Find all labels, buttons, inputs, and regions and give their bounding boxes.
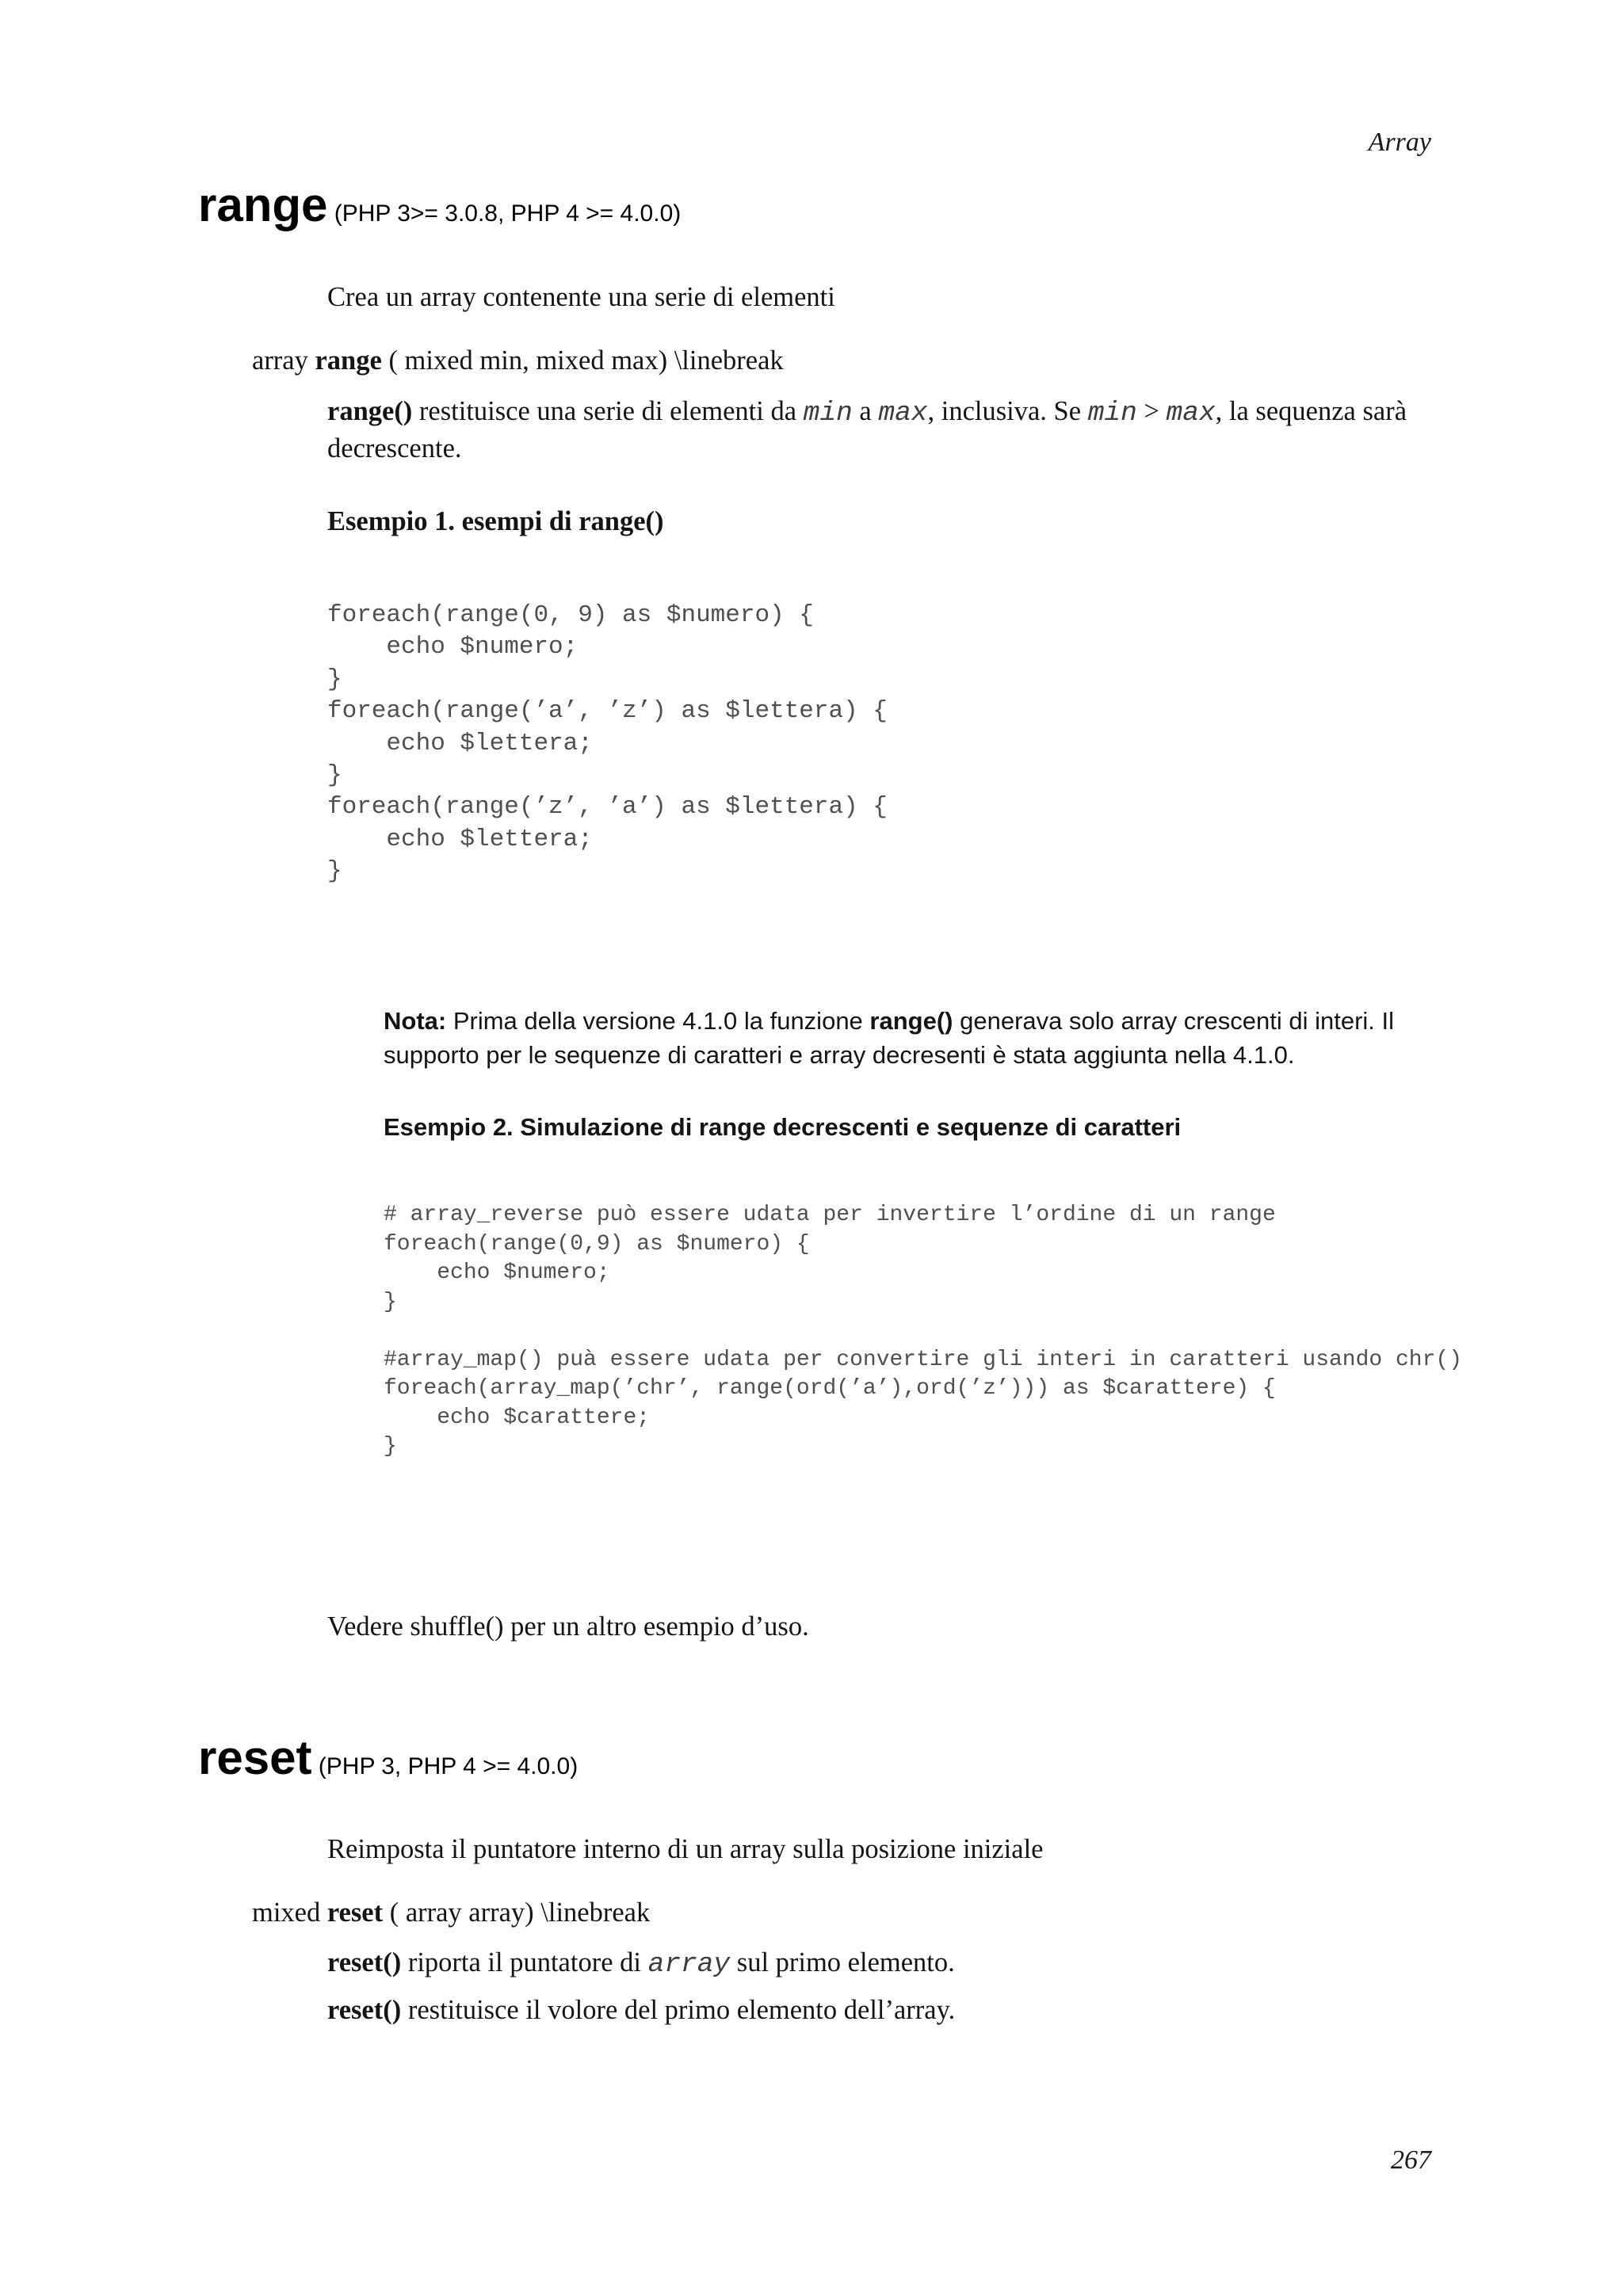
reset-heading [198,1730,578,1794]
function-purpose: Reimposta il puntatore interno di un array sulla posizione iniziale [327,1834,1044,1864]
description-function: reset() [327,1947,402,1978]
note-text: supporto per le sequenze di caratteri e array decresenti è stata aggiunta nella 4.1.0. [384,1041,1295,1069]
function-name: reset [198,1731,312,1784]
code-line: } [327,857,342,886]
code-line: } [384,1289,397,1314]
version-info: (PHP 3, PHP 4 >= 4.0.0) [318,1753,579,1779]
synopsis-params: ( mixed min, mixed max) \linebreak [388,345,784,376]
page-number: 267 [1391,2145,1431,2175]
description-text: a [852,396,879,426]
code-line: echo $lettera; [327,729,593,757]
running-header: Array [1368,128,1431,157]
code-line: } [384,1434,397,1459]
function-description [327,394,1407,466]
note-label: Nota: [384,1007,447,1035]
example-1-title: Esempio 1. esempi di range() [327,506,664,536]
return-type: mixed [252,1897,321,1928]
description-text: > [1136,396,1167,426]
code-line: echo $numero; [384,1261,610,1285]
code-line: echo $numero; [327,633,579,662]
note-function: range() [869,1007,953,1035]
synopsis-params: ( array array) \linebreak [389,1897,651,1928]
code-line: foreach(range(0,9) as $numero) { [384,1231,810,1257]
function-purpose: Crea un array contenente una serie di elementi [327,282,835,312]
description-text: , la sequenza sarà [1215,396,1407,426]
function-name: range [198,178,328,231]
description-text: , inclusiva. Se [927,396,1088,426]
note-block [384,1004,1394,1072]
function-description [327,1947,955,1981]
code-line: echo $lettera; [327,825,593,853]
return-type: array [252,345,308,376]
example-2-code-block [384,1201,1462,1462]
parameter-name: max [1166,398,1216,429]
description-text: sul primo elemento. [730,1947,955,1978]
function-synopsis [252,345,784,377]
synopsis-function: range [315,345,382,376]
code-line: foreach(range(’z’, ’a’) as $lettera) { [327,793,888,822]
code-line: #array_map() puà essere udata per convertire gli interi in caratteri usando chr() [384,1347,1463,1372]
description-text: riporta il puntatore di [401,1947,648,1978]
range-heading [198,177,681,242]
code-line: foreach(range(0, 9) as $numero) { [327,601,814,629]
parameter-name: array [647,1949,731,1980]
function-synopsis [252,1897,650,1929]
parameter-name: max [878,398,928,429]
see-also: Vedere shuffle() per un altro esempio d’uso. [327,1611,809,1642]
description-text: restituisce il volore del primo elemento dell’array. [401,1995,956,2025]
note-text: Prima della versione 4.1.0 la funzione [446,1007,870,1035]
note-text: generava solo array crescenti di interi. Il [953,1007,1395,1035]
function-return-description [327,1994,955,2027]
description-text: restituisce una serie di elementi da [412,396,804,426]
parameter-name: min [803,398,853,429]
code-line: echo $carattere; [384,1405,651,1430]
parameter-name: min [1087,398,1137,429]
description-function: range() [327,396,413,426]
code-line: foreach(range(’a’, ’z’) as $lettera) { [327,697,888,726]
code-line [384,1317,1462,1346]
synopsis-function: reset [327,1897,384,1928]
code-line: foreach(array_map(’chr’, range(ord(’a’),ord(’z’))) as $carattere) { [384,1376,1276,1401]
description-text: decrescente. [327,433,462,463]
version-info: (PHP 3>= 3.0.8, PHP 4 >= 4.0.0) [334,200,682,227]
example-2-title: Esempio 2. Simulazione di range decrescenti e sequenze di caratteri [384,1113,1182,1141]
description-function: reset() [327,1995,402,2025]
example-1-code-block [327,600,888,888]
code-line: } [327,665,342,693]
code-line: } [327,761,342,789]
code-line: # array_reverse può essere udata per invertire l’ordine di un range [384,1203,1276,1227]
